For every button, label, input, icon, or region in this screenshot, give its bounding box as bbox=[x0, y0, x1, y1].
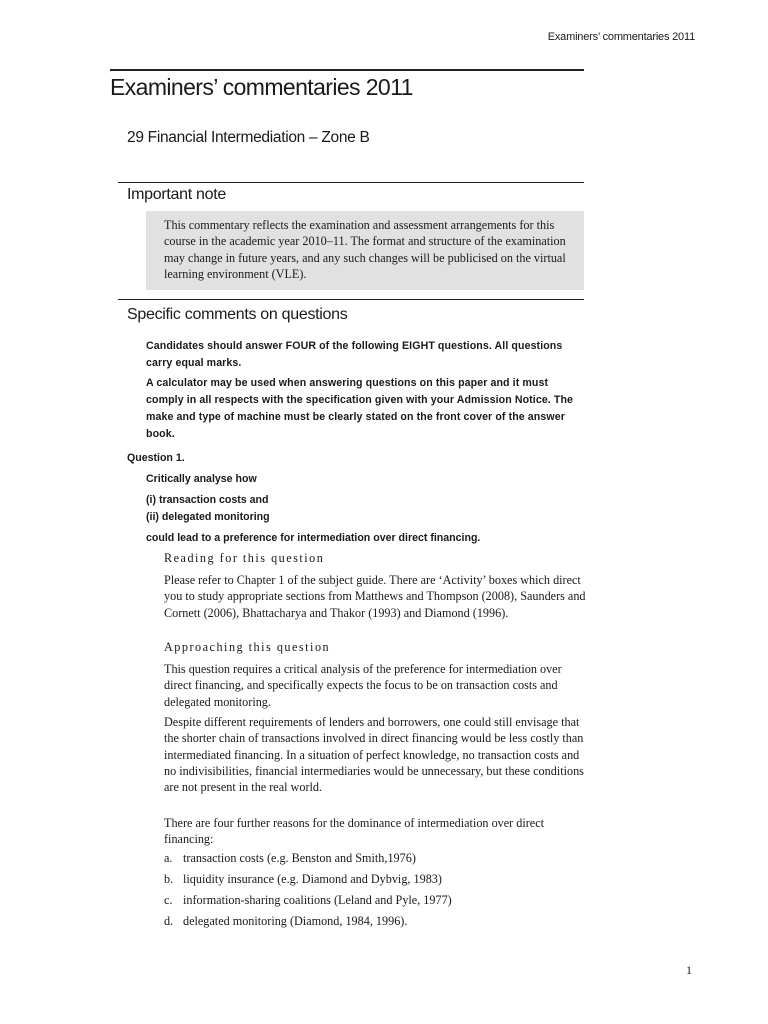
important-note-heading: Important note bbox=[127, 186, 226, 203]
reading-text: Please refer to Chapter 1 of the subject guide. There are ‘Activity’ boxes which direct you to study appropriate sections from Matthews and Thompson (2008), Saunders and Cornett (2006), Bhattacharya and Thakor (1993) and Diamond (1996). bbox=[164, 573, 586, 620]
course-subtitle: 29 Financial Intermediation – Zone B bbox=[127, 129, 370, 146]
reading-heading: Reading for this question bbox=[164, 551, 325, 565]
approach-heading: Approaching this question bbox=[164, 640, 331, 654]
important-note-text: This commentary reflects the examination and assessment arrangements for this course in the academic year 2010–11. The format and structure of the examination may change in future years, and any such changes will be publicised on the virtual learning environment (VLE). bbox=[164, 218, 566, 281]
page-number: 1 bbox=[686, 963, 692, 977]
reason-list-item bbox=[164, 851, 416, 866]
instruction-answer-four: Candidates should answer FOUR of the following EIGHT questions. All questions carry equal marks. bbox=[146, 340, 563, 369]
list-item-text: delegated monitoring (Diamond, 1984, 1996). bbox=[183, 914, 408, 928]
question-1-line: (ii) delegated monitoring bbox=[146, 511, 270, 523]
document-title: Examiners’ commentaries 2011 bbox=[110, 74, 413, 100]
title-rule bbox=[110, 69, 584, 71]
list-marker: a. bbox=[164, 851, 173, 865]
specific-comments-rule bbox=[118, 299, 584, 300]
specific-comments-heading: Specific comments on questions bbox=[127, 306, 348, 323]
list-item-text: information-sharing coalitions (Leland and Pyle, 1977) bbox=[183, 893, 452, 907]
question-1-line: Critically analyse how bbox=[146, 473, 257, 485]
list-marker: c. bbox=[164, 893, 173, 907]
instruction-calculator: A calculator may be used when answering questions on this paper and it must comply in all respects with the specification given with your Admission Notice. The make and type of machine must be clearly stated on the front cover of the answer book. bbox=[146, 377, 574, 440]
reason-list-item bbox=[164, 872, 442, 887]
list-item-text: transaction costs (e.g. Benston and Smith,1976) bbox=[183, 851, 416, 865]
question-1-line: could lead to a preference for intermediation over direct financing. bbox=[146, 532, 481, 544]
question-1-label: Question 1. bbox=[127, 452, 185, 464]
list-item-text: liquidity insurance (e.g. Diamond and Dybvig, 1983) bbox=[183, 872, 442, 886]
important-note-rule bbox=[118, 182, 584, 183]
list-marker: d. bbox=[164, 914, 174, 928]
approach-paragraph: Despite different requirements of lenders and borrowers, one could still envisage that the shorter chain of transactions involved in direct financing would be less costly than intermediated financing. In a situation of perfect knowledge, no transaction costs and no indivisibilities, financial intermediaries would be unnecessary, but these conditions are not present in the real world. bbox=[164, 715, 584, 795]
running-header: Examiners’ commentaries 2011 bbox=[547, 31, 695, 43]
reason-list-item bbox=[164, 893, 452, 908]
reason-list-item bbox=[164, 914, 407, 929]
approach-paragraph: There are four further reasons for the dominance of intermediation over direct financing: bbox=[164, 816, 545, 847]
list-marker: b. bbox=[164, 872, 174, 886]
important-note-box bbox=[146, 211, 584, 290]
approach-paragraph: This question requires a critical analysis of the preference for intermediation over direct financing, and specifically expects the focus to be on transaction costs and delegated monitoring. bbox=[164, 662, 562, 709]
question-1-line: (i) transaction costs and bbox=[146, 494, 269, 506]
